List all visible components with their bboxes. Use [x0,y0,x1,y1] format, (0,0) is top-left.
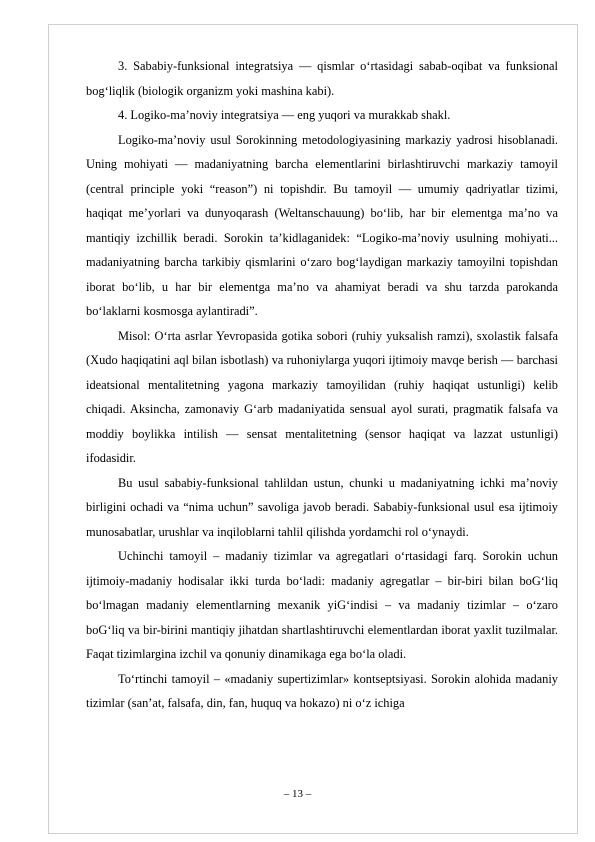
paragraph-third-principle: Uchinchi tamoyil – madaniy tizimlar va agregatlari o‘rtasidagi farq. Sorokin uchun ijtimoiy-madaniy hodisalar ikki turda bo‘ladi: madaniy agregatlar – bir-biri bilan boG‘liq bo‘lmagan madaniy elementlarning mexanik yiG‘indisi – va madaniy tizimlar – o‘zaro boG‘liq va bir-birini mantiqiy jihatdan shartlashtiruvchi elementlardan iborat yaxlit tuzilmalar. Faqat tizimlargina izchil va qonuniy dinamikaga ega bo‘la oladi. [86,549,558,661]
paragraph-integration-type-4: 4. Logiko-ma’noviy integratsiya — eng yuqori va murakkab shakl. [118,108,451,122]
page-number: – 13 – [283,788,312,800]
paragraph-logico-meaningful-method: Logiko-ma’noviy usul Sorokinning metodologiyasining markaziy yadrosi hisoblanadi. Uning mohiyati — madaniyatning barcha elementlarini birlashtiruvchi markaziy tamoyil (central principle yoki “reason”) ni topishdir. Bu tamoyil — umumiy qadriyatlar tizimi, haqiqat me’yorlari va dunyoqarash (Weltanschauung) bo‘lib, har bir elementga ma’no va mantiqiy izchillik beradi. Sorokin ta’kidlaganidek: “Logiko-ma’noviy usulning mohiyati... madaniyatning barcha tarkibiy qismlarini o‘zaro bog‘laydigan markaziy tamoyilni topishdan iborat bo‘lib, u har bir elementga ma’no va ahamiyat beradi va shu tarzda parokanda bo‘laklarni kosmosga aylantiradi”. [86,132,558,318]
document-body [86,54,558,716]
paragraph-method-advantage: Bu usul sababiy-funksional tahlildan ustun, chunki u madaniyatning ichki ma’noviy birligini ochadi va “nima uchun” savoliga javob beradi. Sababiy-funksional usul esa ijtimoiy munosabatlar, urushlar va inqiloblarni tahlil qilishda yordamchi rol o‘ynaydi. [86,475,558,539]
paragraph-integration-type-3: 3. Sababiy-funksional integratsiya — qismlar o‘rtasidagi sabab-oqibat va funksional bog‘liqlik (biologik organizm yoki mashina kabi). [86,59,558,98]
paragraph-fourth-principle: To‘rtinchi tamoyil – «madaniy supertizimlar» kontseptsiyasi. Sorokin alohida madaniy tizimlar (san’at, falsafa, din, fan, huquq va hokazo) ni o‘z ichiga [86,671,558,710]
paragraph-example: Misol: O‘rta asrlar Yevropasida gotika sobori (ruhiy yuksalish ramzi), sxolastik falsafa (Xudo haqiqatini aql bilan isbotlash) va ruhoniylarga yuqori ijtimoiy mavqe berish — barchasi ideatsional mentalitetning yagona markaziy tamoyilidan (ruhiy haqiqat ustunligi) kelib chiqadi. Aksincha, zamonaviy G‘arb madaniyatida sensual ayol surati, pragmatik falsafa va moddiy boylikka intilish — sensat mentalitetning (sensor haqiqat va lazzat ustunligi) ifodasidir. [86,328,558,465]
